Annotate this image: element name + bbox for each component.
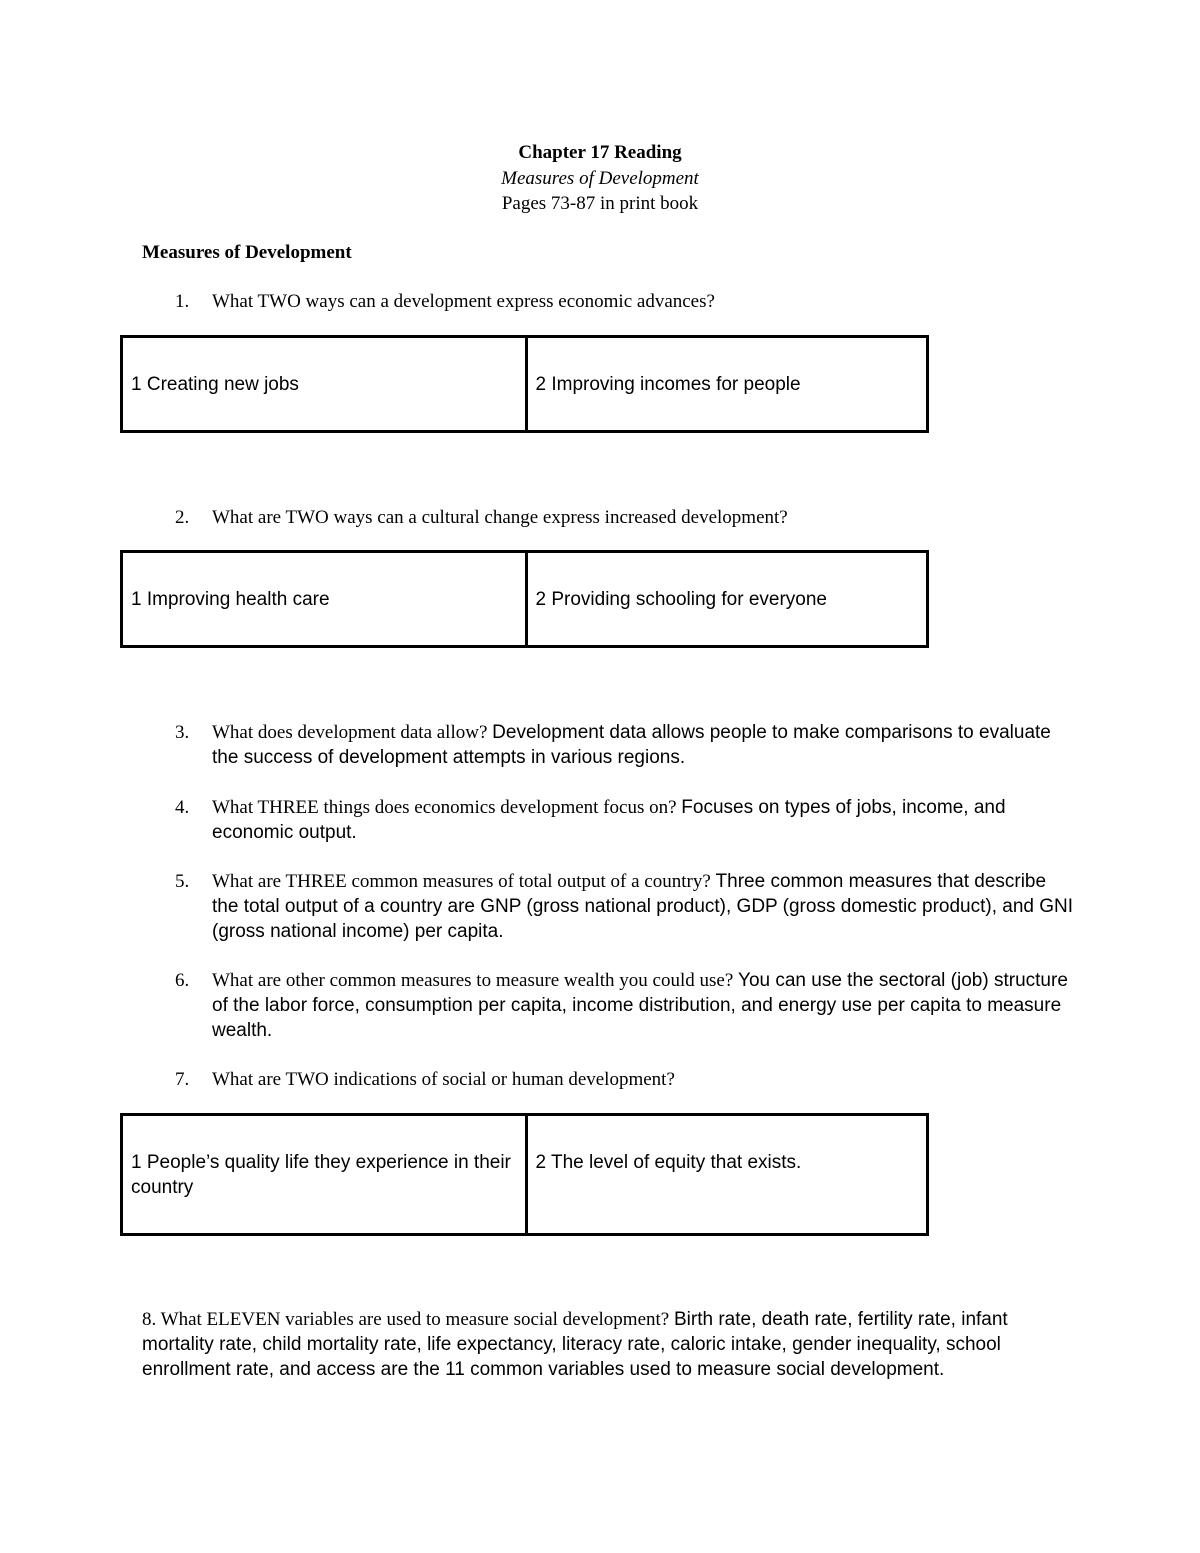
question-number: 7. — [175, 1069, 190, 1090]
answer-text: Three common measures that describe the total output of a country are GNP (gross national product), GDP (gross domestic product), and GNI (gross national income) per capita. — [212, 871, 1074, 942]
question-number: 2. — [175, 507, 190, 528]
question-text: What are other common measures to measure wealth you could use? — [212, 970, 734, 991]
answer-cell: 1 People’s quality life they experience in their country — [131, 1152, 511, 1198]
question-number: 4. — [175, 797, 190, 818]
question-number: 5. — [175, 871, 190, 892]
question-5 — [175, 869, 1075, 944]
question-text: What are TWO indications of social or human development? — [212, 1069, 675, 1090]
section-heading: Measures of Development — [142, 242, 352, 263]
question-6 — [175, 968, 1075, 1043]
question-text: What does development data allow? — [212, 722, 488, 743]
answer-text: You can use the sectoral (job) structure of the labor force, consumption per capita, income distribution, and energy use per capita to measure wealth. — [212, 970, 1068, 1041]
chapter-subtitle: Measures of Development — [501, 168, 699, 189]
question-number: 1. — [175, 291, 190, 312]
page-range: Pages 73-87 in print book — [501, 193, 699, 214]
answer-cell: 2 Providing schooling for everyone — [525, 553, 927, 645]
answer-cell: 2 The level of equity that exists. — [525, 1116, 927, 1233]
answer-text: Birth rate, death rate, fertility rate, infant mortality rate, child mortality rate, life expectancy, literacy rate, caloric intake, gender inequality, school enrollment rate, and access are the 11 common variables used to measure social development. — [142, 1309, 1008, 1380]
question-text: What are THREE common measures of total output of a country? — [212, 871, 711, 892]
answer-cell: 2 Improving incomes for people — [525, 338, 927, 430]
question-2 — [175, 505, 1075, 530]
answer-table-1 — [120, 335, 929, 433]
answer-cell: 1 Creating new jobs — [131, 373, 299, 395]
chapter-title: Chapter 17 Reading — [518, 142, 682, 163]
answer-cell: 1 Improving health care — [131, 588, 330, 610]
answer-text: Focuses on types of jobs, income, and economic output. — [212, 797, 1006, 843]
question-7 — [175, 1067, 1075, 1092]
question-number: 6. — [175, 970, 190, 991]
question-4 — [175, 795, 1075, 845]
question-3 — [175, 720, 1075, 770]
question-text: What TWO ways can a development express economic advances? — [212, 291, 715, 312]
question-text: 8. What ELEVEN variables are used to measure social development? — [142, 1309, 670, 1330]
question-text: What THREE things does economics development focus on? — [212, 797, 677, 818]
question-1 — [175, 289, 1075, 314]
question-8 — [142, 1307, 1072, 1382]
answer-table-7 — [120, 1113, 929, 1236]
answer-text: Development data allows people to make comparisons to evaluate the success of development attempts in various regions. — [212, 722, 1051, 768]
answer-table-2 — [120, 550, 929, 648]
question-text: What are TWO ways can a cultural change express increased development? — [212, 507, 788, 528]
question-number: 3. — [175, 722, 190, 743]
